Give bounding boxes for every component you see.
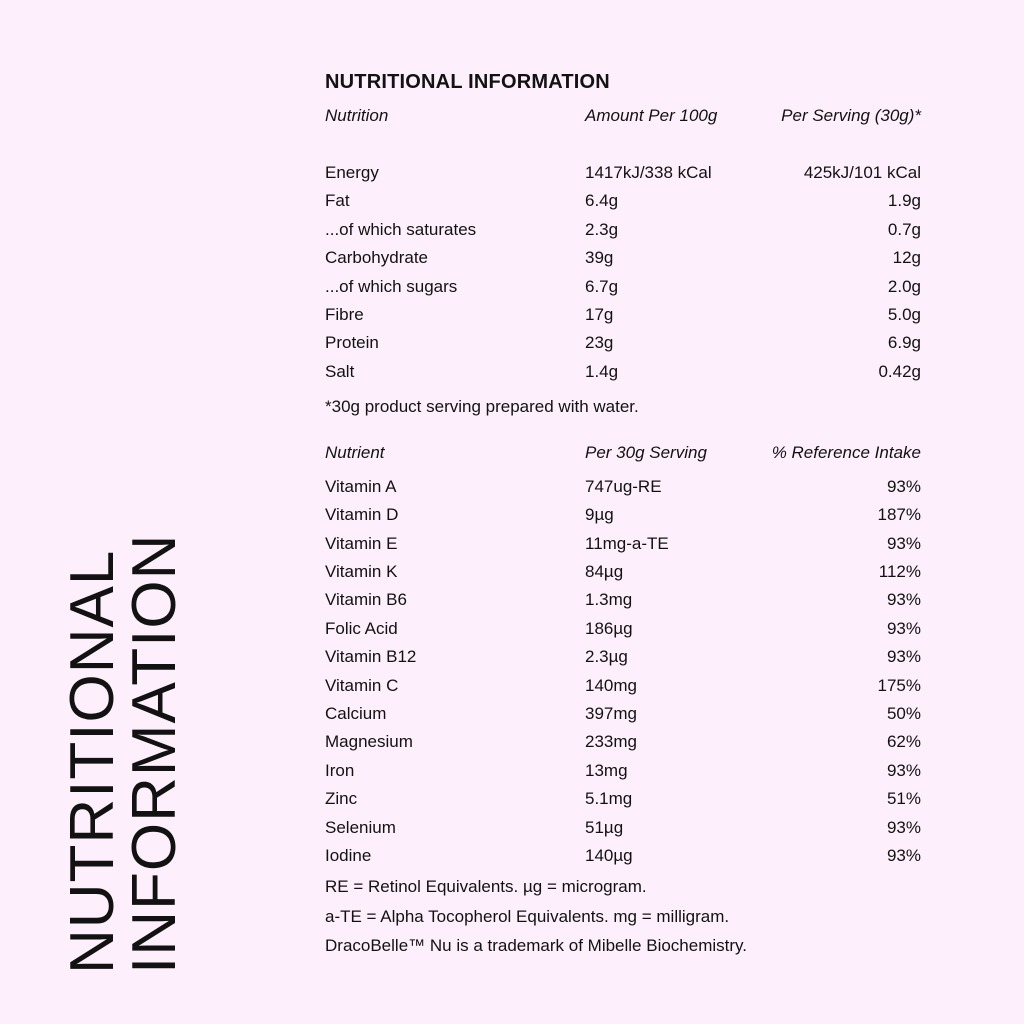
micro-row-label: Vitamin C <box>325 675 399 695</box>
micro-row-reference-intake: 93% <box>886 817 921 837</box>
micro-table-row <box>325 671 921 699</box>
micro-row-amount: 51µg <box>585 817 624 837</box>
micro-header-reference-intake: % Reference Intake <box>771 443 921 463</box>
footnotes <box>325 872 921 961</box>
vertical-page-title <box>58 533 189 974</box>
macro-row-label: Salt <box>325 361 355 381</box>
micro-row-label: Vitamin A <box>325 476 397 496</box>
micro-row-amount: 2.3µg <box>585 647 628 667</box>
macro-row-per-100g: 17g <box>585 304 614 324</box>
macro-row-per-serving: 5.0g <box>887 304 921 324</box>
vertical-title-line2: INFORMATION <box>120 533 189 974</box>
macro-row-per-serving: 0.42g <box>878 361 921 381</box>
macro-row-per-100g: 6.4g <box>585 191 619 211</box>
macro-row-per-100g: 6.7g <box>585 276 619 296</box>
micro-row-reference-intake: 93% <box>886 845 921 865</box>
micro-row-label: Vitamin K <box>325 562 398 582</box>
micro-row-amount: 9µg <box>585 505 614 525</box>
macro-row-per-100g: 2.3g <box>585 219 619 239</box>
macro-table-row <box>325 187 921 215</box>
micro-row-label: Iodine <box>325 845 372 865</box>
micro-row-amount: 186µg <box>585 618 633 638</box>
macro-table-header-row <box>325 102 921 130</box>
header-body-spacer <box>325 130 921 158</box>
micro-row-amount: 5.1mg <box>585 789 633 809</box>
micro-header-per-serving: Per 30g Serving <box>585 443 707 463</box>
micro-row-reference-intake: 93% <box>886 533 921 553</box>
micro-row-label: Folic Acid <box>325 618 398 638</box>
micro-row-amount: 140µg <box>585 845 633 865</box>
macro-table-row <box>325 244 921 272</box>
macro-table-row <box>325 216 921 244</box>
micro-table-row <box>325 615 921 643</box>
macro-header-nutrition: Nutrition <box>325 106 389 126</box>
macro-row-label: Protein <box>325 333 379 353</box>
micro-row-amount: 1.3mg <box>585 590 633 610</box>
micro-row-reference-intake: 50% <box>886 704 921 723</box>
footnote-trademark: DracoBelle™ Nu is a trademark of Mibelle Biochemistry. <box>325 936 747 956</box>
micro-row-reference-intake: 93% <box>886 647 921 667</box>
macro-row-per-serving: 0.7g <box>887 219 921 239</box>
micro-table-header-row <box>325 439 921 467</box>
micro-row-label: Vitamin D <box>325 505 399 525</box>
micro-table-row <box>325 700 921 728</box>
micro-table-row <box>325 586 921 614</box>
macro-row-label: Fat <box>325 191 350 211</box>
micro-row-label: Zinc <box>325 789 358 809</box>
micro-table-row <box>325 813 921 841</box>
macro-nutrient-table <box>325 102 921 421</box>
micro-table-row <box>325 529 921 557</box>
micro-row-label: Calcium <box>325 704 387 723</box>
micro-table-row <box>325 757 921 785</box>
macro-row-label: Energy <box>325 162 379 182</box>
micro-row-amount: 397mg <box>585 704 637 723</box>
macro-table-row <box>325 358 921 386</box>
macro-row-per-serving: 12g <box>892 248 921 268</box>
macro-row-per-serving: 1.9g <box>887 191 921 211</box>
macro-table-row <box>325 272 921 300</box>
macro-row-per-100g: 1.4g <box>585 361 619 381</box>
micro-row-reference-intake: 93% <box>886 476 921 496</box>
page-title: NUTRITIONAL INFORMATION <box>325 71 610 93</box>
footnote-tocopherol: a-TE = Alpha Tocopherol Equivalents. mg = milligram. <box>325 906 730 926</box>
micro-row-reference-intake: 93% <box>886 760 921 780</box>
micro-row-reference-intake: 187% <box>877 505 921 525</box>
macro-row-per-serving: 6.9g <box>887 333 921 353</box>
micro-row-reference-intake: 93% <box>886 590 921 610</box>
micro-row-label: Vitamin B6 <box>325 590 407 610</box>
macro-row-per-100g: 1417kJ/338 kCal <box>585 162 712 182</box>
micro-table-row <box>325 842 921 870</box>
micro-row-label: Vitamin B12 <box>325 647 417 667</box>
micro-row-reference-intake: 112% <box>878 562 921 582</box>
micro-row-label: Selenium <box>325 817 396 837</box>
micro-table-row <box>325 473 921 501</box>
micro-row-label: Magnesium <box>325 732 413 752</box>
macro-row-per-serving: 425kJ/101 kCal <box>803 162 921 182</box>
micro-row-label: Iron <box>325 760 355 780</box>
macro-header-per-serving: Per Serving (30g)* <box>781 106 921 126</box>
micro-row-reference-intake: 175% <box>877 675 921 695</box>
macro-row-label: ...of which sugars <box>325 276 458 296</box>
macro-row-per-serving: 2.0g <box>887 276 921 296</box>
macro-table-row <box>325 329 921 357</box>
micro-table-row <box>325 558 921 586</box>
macro-row-label: ...of which saturates <box>325 219 477 239</box>
serving-preparation-note: *30g product serving prepared with water. <box>325 397 639 417</box>
micro-row-amount: 13mg <box>585 760 628 780</box>
micro-row-amount: 84µg <box>585 562 624 582</box>
macro-row-label: Fibre <box>325 304 364 324</box>
micro-row-label: Vitamin E <box>325 533 398 553</box>
micro-nutrient-table <box>325 439 921 870</box>
micro-row-reference-intake: 93% <box>886 618 921 638</box>
macro-row-per-100g: 23g <box>585 333 614 353</box>
macro-table-row <box>325 159 921 187</box>
micro-table-row <box>325 785 921 813</box>
micro-table-row <box>325 501 921 529</box>
macro-header-per-100g: Amount Per 100g <box>585 106 718 126</box>
micro-row-reference-intake: 62% <box>886 732 921 752</box>
micro-table-row <box>325 728 921 756</box>
macro-row-per-100g: 39g <box>585 248 614 268</box>
footnote-retinol: RE = Retinol Equivalents. µg = microgram. <box>325 877 647 897</box>
micro-row-amount: 11mg-a-TE <box>585 533 669 553</box>
macro-row-label: Carbohydrate <box>325 248 429 268</box>
micro-table-row <box>325 643 921 671</box>
micro-row-amount: 747ug-RE <box>585 476 662 496</box>
macro-table-row <box>325 301 921 329</box>
micro-row-amount: 140mg <box>585 675 637 695</box>
micro-header-nutrient: Nutrient <box>325 443 385 463</box>
nutrition-panel <box>325 70 921 961</box>
micro-row-reference-intake: 51% <box>886 789 921 809</box>
micro-row-amount: 233mg <box>585 732 637 752</box>
vertical-title-line1: NUTRITIONAL <box>58 549 127 974</box>
